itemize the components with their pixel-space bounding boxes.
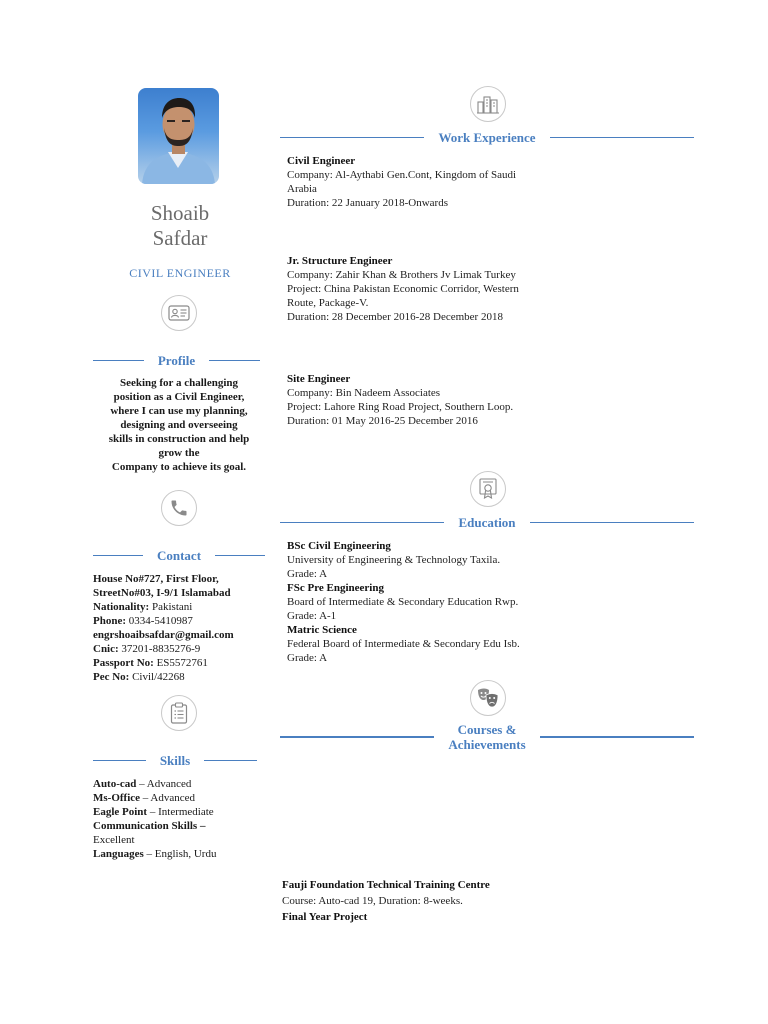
job-title: Civil Engineer bbox=[287, 155, 356, 167]
degree-title: BSc Civil Engineering bbox=[287, 540, 391, 552]
skill-item: Communication Skills – Excellent bbox=[93, 820, 206, 846]
course-detail: Course: Auto-cad 19, Duration: 8-weeks. bbox=[282, 895, 463, 907]
address-line: StreetNo#03, I-9/1 Islamabad bbox=[93, 587, 231, 599]
pec-row: Pec No: Civil/42268 bbox=[93, 671, 185, 683]
skill-item: Ms-Office – Advanced bbox=[93, 792, 196, 804]
work-experience-heading: Work Experience bbox=[280, 130, 694, 145]
courses-list bbox=[282, 877, 602, 925]
skill-item: Auto-cad – Advanced bbox=[93, 778, 192, 790]
first-name: Shoaib bbox=[150, 201, 210, 225]
job-title: Site Engineer bbox=[287, 373, 351, 385]
education-heading: Education bbox=[280, 515, 694, 530]
courses-heading: Courses & Achievements bbox=[280, 722, 694, 752]
address-line: House No#727, First Floor, bbox=[93, 573, 219, 585]
job-entry: Civil Engineer Company: Al-Aythabi Gen.Cont, Kingdom of Saudi Arabia Duration: 22 January 2018-Onwards bbox=[287, 154, 577, 210]
contact-heading: Contact bbox=[93, 548, 265, 563]
cnic-row: Cnic: 37201-8835276-9 bbox=[93, 643, 201, 655]
theater-masks-icon bbox=[470, 680, 506, 716]
person-name bbox=[110, 201, 250, 251]
skills-heading: Skills bbox=[93, 753, 257, 768]
certificate-icon bbox=[470, 471, 506, 507]
profile-heading: Profile bbox=[93, 353, 260, 368]
last-name: Safdar bbox=[152, 226, 208, 250]
final-year-project: Final Year Project bbox=[282, 911, 368, 923]
skill-item: Languages – English, Urdu bbox=[93, 848, 217, 860]
email-row[interactable]: engrshoaibsafdar@gmail.com bbox=[93, 629, 234, 641]
skill-item: Eagle Point – Intermediate bbox=[93, 806, 214, 818]
nationality-row: Nationality: Pakistani bbox=[93, 601, 193, 613]
education-list: BSc Civil Engineering University of Engineering & Technology Taxila. Grade: A FSc Pre Engineering Board of Intermediate & Secondary Education Rwp. Grade: A-1 Matric Science Federal Board of Intermediate & Secondary Edu Isb. Grade: A bbox=[287, 539, 587, 665]
job-entry: Jr. Structure Engineer Company: Zahir Khan & Brothers Jv Limak Turkey Project: China Pakistan Economic Corridor, Western Route, Package-V. Duration: 28 December 2016-28 December 2018 bbox=[287, 254, 577, 324]
clipboard-icon bbox=[161, 695, 197, 731]
contact-details bbox=[93, 572, 273, 684]
profile-photo bbox=[138, 88, 219, 184]
degree-title: FSc Pre Engineering bbox=[287, 582, 384, 594]
phone-icon bbox=[161, 490, 197, 526]
job-title: Jr. Structure Engineer bbox=[287, 255, 393, 267]
degree-title: Matric Science bbox=[287, 624, 357, 636]
phone-row: Phone: 0334-5410987 bbox=[93, 615, 193, 627]
passport-row: Passport No: ES5572761 bbox=[93, 657, 208, 669]
job-entry: Site Engineer Company: Bin Nadeem Associates Project: Lahore Ring Road Project, Southern Loop. Duration: 01 May 2016-25 December 2016 bbox=[287, 372, 577, 428]
buildings-icon bbox=[470, 86, 506, 122]
profile-summary: Seeking for a challenging position as a Civil Engineer, where I can use my planning, designing and overseeing skills in construction and help grow the Company to achieve its goal. bbox=[108, 377, 250, 473]
skills-list bbox=[93, 777, 273, 861]
course-institute: Fauji Foundation Technical Training Centre bbox=[282, 879, 490, 891]
job-title: CIVIL ENGINEER bbox=[129, 266, 231, 280]
id-card-icon bbox=[161, 295, 197, 331]
